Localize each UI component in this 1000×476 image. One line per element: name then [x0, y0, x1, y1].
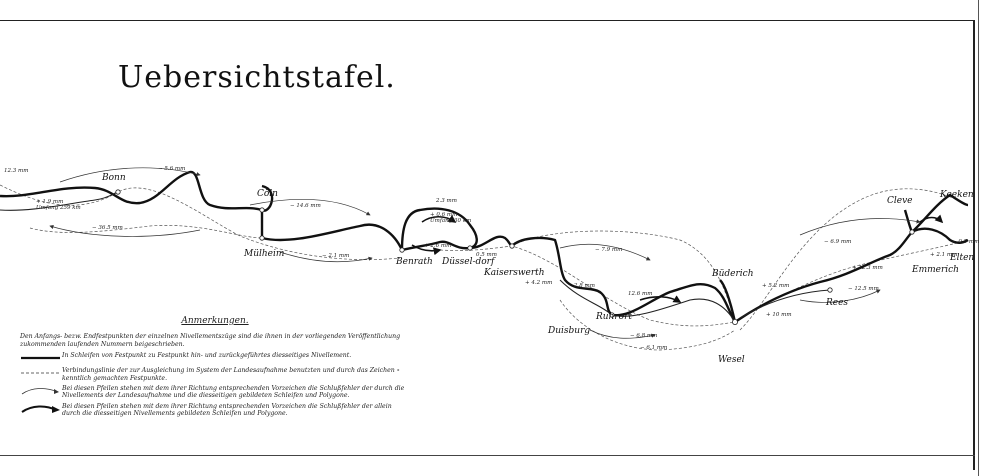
misclosure-label: − 0.5 mm — [952, 239, 980, 245]
misclosure-label: + 2.6 mm — [424, 243, 452, 249]
misclosure-label: + 1.9 mm — [36, 199, 64, 205]
place-label-duesseldorf: Düssel-dorf — [442, 257, 495, 267]
misclosure-label: − 6.1 mm — [640, 345, 668, 351]
fixed-point-wesel — [732, 319, 737, 324]
fixed-point-kaiserswerth — [510, 244, 514, 248]
place-label-rees: Rees — [826, 298, 849, 308]
thick-line-symbol-icon — [20, 352, 62, 364]
misclosure-label: 12.6 mm — [628, 291, 653, 297]
legend-text: Bei diesen Pfeilen stehen mit dem ihrer Richtung entsprechenden Vorzeichen die Schlußfehler der durch die Nivellements der Landesaufnahme und die diesseitigen gebildeten Schleifen und Polygone. — [62, 385, 405, 400]
misclosure-label: − 5.6 mm — [158, 166, 186, 172]
misclosure-label: − 12.5 mm — [848, 286, 879, 292]
misclosure-label: − 6.9 mm — [824, 239, 852, 245]
legend-text: In Schleifen von Festpunkt zu Festpunkt hin- und zurückgeführtes diesseitiges Nivellement. — [62, 352, 352, 360]
dashed-line-symbol-icon — [20, 367, 62, 379]
legend-row-thick-line — [20, 352, 410, 364]
legend-intro-text: Den Anfangs- bezw. Endfestpunkten der einzelnen Nivellementszüge sind die ihnen in der vorliegenden Veröffentlichung zukommenden laufenden Nummern beigeschrieben. — [20, 333, 401, 348]
thick-route-cleve-keeken — [905, 195, 968, 232]
place-label-kaiserswerth: Kaiserswerth — [484, 268, 545, 278]
fixed-point-bonn — [116, 190, 120, 194]
misclosure-label: 2.8 mm — [574, 283, 595, 289]
misclosure-label: Umfang 259 km — [36, 205, 81, 211]
thick-route-coeln-benrath — [262, 210, 402, 250]
misclosure-label: 0.5 mm — [476, 252, 497, 258]
misclosure-label: + 4.2 mm — [525, 280, 553, 286]
place-label-buederich: Büderich — [712, 269, 754, 279]
place-label-benrath: Benrath — [396, 257, 433, 267]
legend-row-dashed-line — [20, 367, 410, 382]
fixed-point-duesseldorf — [468, 246, 472, 250]
place-label-coeln: Cöln — [257, 189, 278, 199]
fixed-point-emmerich — [910, 230, 914, 234]
fixed-point-benrath — [400, 248, 404, 252]
thick-arrow-symbol-icon — [20, 403, 62, 415]
misclosure-label: 2.3 mm — [436, 198, 457, 204]
misclosure-label: + 2.1 mm — [930, 252, 958, 258]
place-label-ruhrort: Ruhrort — [596, 312, 633, 322]
misclosure-label: + 10 mm — [766, 312, 792, 318]
misclosure-label: − 36.5 mm — [92, 225, 123, 231]
dashed-route-west — [0, 185, 400, 260]
map-title: Uebersichtstafel. — [118, 60, 396, 95]
thin-arrow-symbol-icon — [20, 385, 62, 397]
legend-text: Bei diesen Pfeilen stehen mit dem ihrer Richtung entsprechenden Vorzeichen die Schlußfehler der allein durch die diesseitigen Nivellements gebildeten Schleifen und Polygone. — [62, 402, 392, 418]
thin-arrow-east-large-loop — [800, 218, 920, 235]
legend-row-thick-arrow — [20, 403, 410, 418]
thick-route-wesel-buederich — [720, 280, 735, 322]
misclosure-label: + 0.6 mm — [430, 212, 458, 218]
misclosure-label: + 5.2 mm — [762, 283, 790, 289]
fixed-point-muelheim — [260, 236, 264, 240]
misclosure-label: Umfang 30 km — [430, 218, 472, 224]
place-label-wesel: Wesel — [718, 355, 745, 365]
thin-arrow-south-loop — [50, 226, 200, 236]
legend-text: Verbindungslinie der zur Ausgleichung im System der Landesaufnahme benutzten und durch das Zeichen ∘ kenntlich gemachten Festpunkte. — [62, 367, 400, 382]
legend-annotations — [20, 318, 410, 421]
thick-arrow-ruhrort-loop — [640, 297, 680, 302]
place-label-bonn: Bonn — [102, 173, 126, 183]
misclosure-label: − 14.6 mm — [290, 203, 321, 209]
legend-row-thin-arrow — [20, 385, 410, 400]
dashed-kaiserswerth-loop — [512, 231, 735, 320]
place-label-keeken: Keeken — [940, 190, 974, 200]
place-label-cleve: Cleve — [887, 196, 913, 206]
dashed-ruhrort-loop — [560, 300, 735, 350]
misclosure-label: + 12.3 mm — [852, 265, 883, 271]
thick-route-wesel-rees — [735, 232, 912, 322]
misclosure-label: 12.3 mm — [4, 168, 29, 174]
place-label-emmerich: Emmerich — [912, 265, 959, 275]
misclosure-label: − 7.9 mm — [595, 247, 623, 253]
legend-heading: Anmerkungen. — [181, 316, 249, 326]
misclosure-label: − 2.1 mm — [322, 253, 350, 259]
place-label-muelheim: Mülheim — [244, 249, 285, 259]
place-label-elten: Elten — [950, 253, 975, 263]
misclosure-label: − 6.8 mm — [630, 333, 658, 339]
fixed-point-rees — [828, 288, 832, 292]
place-label-duisburg: Duisburg — [548, 326, 591, 336]
fixed-point-coeln — [260, 208, 264, 212]
